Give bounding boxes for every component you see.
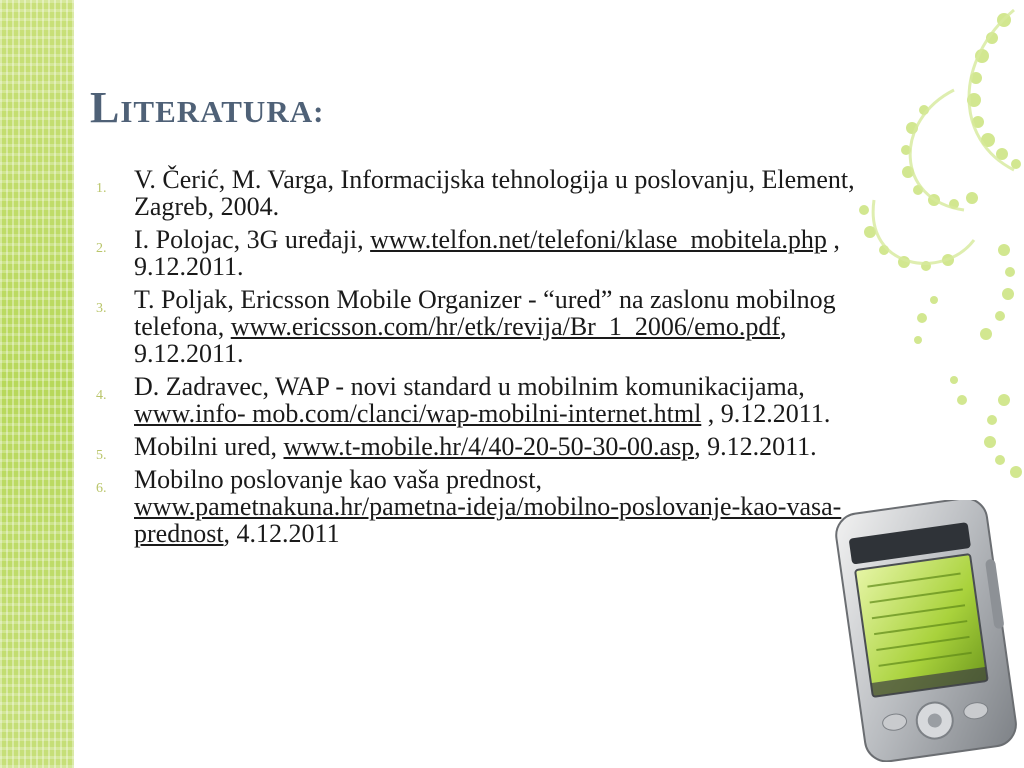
reference-text: Mobilno poslovanje kao vaša prednost, (134, 465, 542, 494)
reference-link[interactable]: www.pametnakuna.hr/pametna-ideja/mobilno-poslovanje-kao-vasa-prednost (134, 492, 842, 548)
reference-item (96, 432, 866, 463)
reference-link[interactable]: www.info- mob.com/clanci/wap-mobilni-internet.html (134, 399, 702, 428)
reference-list (96, 166, 866, 553)
reference-date: , 9.12.2011. (701, 399, 831, 428)
slide-title (90, 82, 324, 133)
reference-link[interactable]: www.ericsson.com/hr/etk/revija/Br_1_2006/emo.pdf (230, 312, 780, 341)
left-decorative-band (0, 0, 74, 768)
reference-number: 1. (96, 181, 107, 196)
reference-date: , 4.12.2011 (223, 519, 340, 548)
reference-link[interactable]: www.telfon.net/telefoni/klase_mobitela.php (370, 225, 827, 254)
reference-number: 5. (96, 448, 107, 463)
reference-date: , 9.12.2011. (134, 225, 840, 281)
reference-text: T. Poljak, Ericsson Mobile Organizer - “ured” na zaslonu mobilnog telefona, (134, 285, 836, 341)
title-rest: ITERATURA: (120, 94, 325, 129)
title-initial: L (90, 83, 121, 132)
reference-item (96, 166, 866, 220)
reference-text: Mobilni ured, (134, 432, 284, 461)
reference-number: 3. (96, 301, 107, 316)
reference-item (96, 286, 866, 367)
reference-number: 4. (96, 388, 107, 403)
reference-number: 2. (96, 241, 107, 256)
reference-item (96, 226, 866, 280)
reference-text: D. Zadravec, WAP - novi standard u mobilnim komunikacijama, (134, 372, 805, 401)
reference-link[interactable]: www.t-mobile.hr/4/40-20-50-30-00.asp (283, 432, 695, 461)
reference-number: 6. (96, 481, 107, 496)
reference-date: , 9.12.2011. (694, 432, 817, 461)
reference-date: , 9.12.2011. (134, 312, 787, 368)
reference-item (96, 373, 866, 427)
pda-phone-image (818, 500, 1018, 762)
reference-text: V. Čerić, M. Varga, Informacijska tehnologija u poslovanju, Element, Zagreb, 2004. (134, 165, 855, 221)
reference-item (96, 466, 866, 547)
reference-text: I. Polojac, 3G uređaji, (134, 225, 371, 254)
